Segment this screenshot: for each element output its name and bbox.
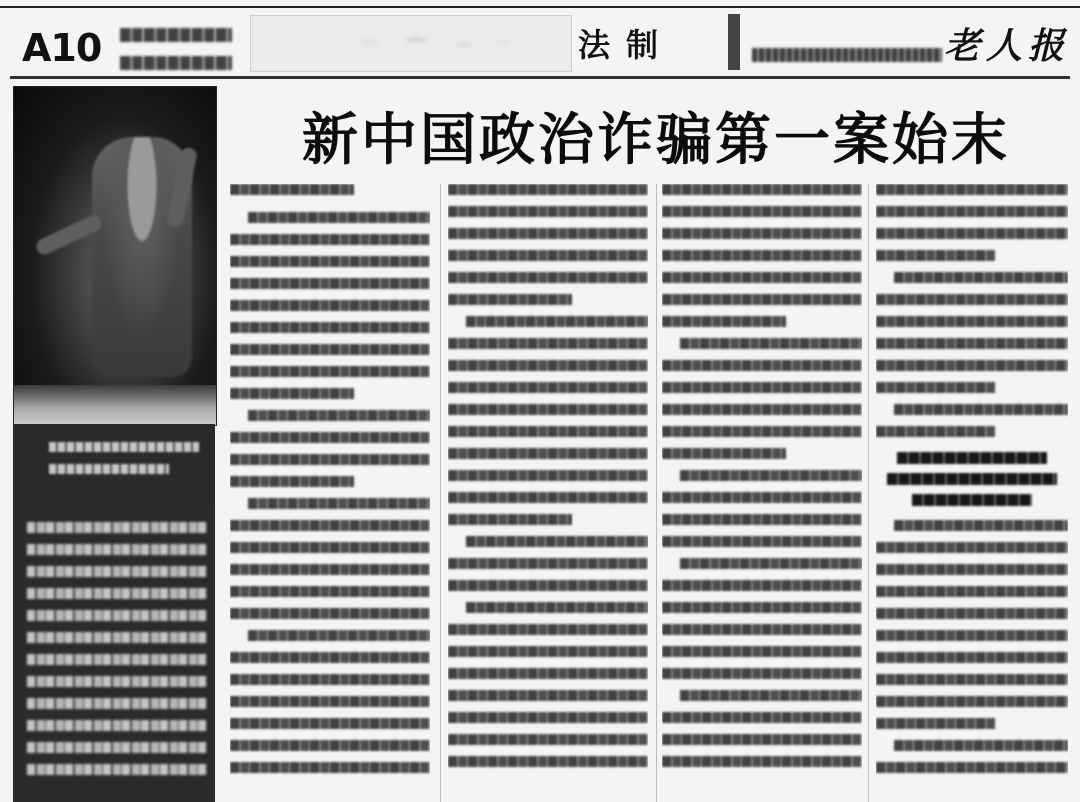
text-line <box>466 316 648 327</box>
text-line <box>894 404 1068 415</box>
text-line <box>876 652 1068 663</box>
text-column-3 <box>662 184 862 802</box>
text-line <box>876 586 1068 597</box>
text-line <box>230 366 430 377</box>
text-line <box>662 316 786 327</box>
text-line <box>894 740 1068 751</box>
sidebar-line <box>27 588 207 599</box>
text-line <box>876 316 1068 327</box>
text-line <box>248 410 430 421</box>
page-number: A10 <box>22 26 102 70</box>
sidebar-line <box>27 610 207 621</box>
text-line <box>230 322 430 333</box>
text-line <box>876 718 995 729</box>
text-line <box>876 382 995 393</box>
paper-logo: 老人报 <box>944 25 1071 67</box>
photo-caption <box>13 424 215 504</box>
article-photo <box>13 86 217 426</box>
text-line <box>662 602 862 613</box>
photo-stage-floor <box>14 385 216 425</box>
text-line <box>448 646 648 657</box>
text-line <box>662 580 862 591</box>
text-line <box>448 580 648 591</box>
text-line <box>662 668 862 679</box>
text-line <box>876 206 1068 217</box>
sidebar-line <box>27 522 207 533</box>
text-line <box>662 250 862 261</box>
sidebar-line <box>27 764 207 775</box>
sidebar-line <box>27 698 207 709</box>
text-line <box>230 520 430 531</box>
text-line <box>876 762 1068 773</box>
text-line <box>876 630 1068 641</box>
section-name: 法制 <box>578 26 675 64</box>
text-line <box>230 300 430 311</box>
text-line <box>680 338 862 349</box>
text-line <box>448 668 648 679</box>
text-line <box>448 250 648 261</box>
text-line <box>448 712 648 723</box>
teaser-line <box>120 56 232 70</box>
text-line <box>230 454 430 465</box>
sidebar-line <box>27 720 207 731</box>
text-line <box>894 520 1068 531</box>
sidebar-line <box>27 742 207 753</box>
text-line <box>680 470 862 481</box>
text-line <box>248 212 430 223</box>
text-line <box>662 272 862 283</box>
teaser-line <box>120 28 232 42</box>
text-line <box>680 558 862 569</box>
sidebar-line <box>27 544 207 555</box>
text-line <box>230 278 430 289</box>
text-line <box>448 514 572 525</box>
text-line <box>876 360 1068 371</box>
text-column-1 <box>230 184 430 802</box>
column-separator <box>868 184 869 802</box>
text-column-2 <box>448 184 648 802</box>
text-line <box>876 294 1068 305</box>
text-line <box>448 624 648 635</box>
text-line <box>230 256 430 267</box>
subheading-line <box>912 494 1032 506</box>
text-line <box>248 498 430 509</box>
text-line <box>230 718 430 729</box>
text-line <box>230 388 354 399</box>
text-line <box>230 674 430 685</box>
text-line <box>448 690 648 701</box>
text-line <box>466 602 648 613</box>
text-line <box>662 624 862 635</box>
text-column-4 <box>876 184 1068 802</box>
text-line <box>230 762 430 773</box>
text-line <box>448 470 648 481</box>
text-line <box>876 696 1068 707</box>
text-line <box>230 476 354 487</box>
text-line <box>662 448 786 459</box>
text-line <box>662 404 862 415</box>
subheading-line <box>887 473 1057 485</box>
text-line <box>248 630 430 641</box>
text-line <box>662 514 862 525</box>
text-line <box>230 740 430 751</box>
text-line <box>448 734 648 745</box>
sidebar-line <box>27 676 207 687</box>
banner-decoration <box>331 30 521 54</box>
text-line <box>876 608 1068 619</box>
text-line <box>662 536 862 547</box>
text-line <box>448 272 648 283</box>
text-line <box>662 382 862 393</box>
text-line <box>448 492 648 503</box>
text-line <box>876 542 1068 553</box>
text-line <box>230 608 430 619</box>
column-separator <box>656 184 657 802</box>
header-divider <box>728 14 740 70</box>
text-line <box>230 586 430 597</box>
sidebar-line <box>27 632 207 643</box>
text-line <box>448 404 648 415</box>
article-subheading <box>876 448 1068 510</box>
text-line <box>448 184 648 195</box>
text-line <box>876 338 1068 349</box>
text-line <box>662 228 862 239</box>
text-line <box>876 228 1068 239</box>
text-line <box>230 344 430 355</box>
text-line <box>680 690 862 701</box>
text-line <box>876 250 995 261</box>
text-line <box>230 542 430 553</box>
text-line <box>894 272 1068 283</box>
column-separator <box>440 184 441 802</box>
text-line <box>662 712 862 723</box>
text-line <box>662 426 862 437</box>
text-line <box>448 206 648 217</box>
text-line <box>448 338 648 349</box>
subheading-line <box>897 452 1047 464</box>
sidebar-line <box>27 654 207 665</box>
text-line <box>448 448 648 459</box>
text-line <box>662 360 862 371</box>
text-line <box>662 734 862 745</box>
text-line <box>876 674 1068 685</box>
text-line <box>448 382 648 393</box>
text-line <box>662 294 862 305</box>
text-line <box>448 294 572 305</box>
text-line <box>662 492 862 503</box>
text-line <box>230 652 430 663</box>
text-line <box>448 360 648 371</box>
section-banner-art <box>250 15 572 72</box>
text-line <box>662 646 862 657</box>
text-line <box>448 756 648 767</box>
text-line <box>662 756 862 767</box>
sidebar-line <box>27 566 207 577</box>
issue-date-line <box>752 48 942 62</box>
text-line <box>876 426 995 437</box>
text-line <box>230 696 430 707</box>
caption-line <box>49 464 169 474</box>
text-line <box>230 432 430 443</box>
article-headline: 新中国政治诈骗第一案始末 <box>302 107 1010 173</box>
header-teaser-text <box>120 28 232 70</box>
text-line <box>876 564 1068 575</box>
text-line <box>448 426 648 437</box>
text-line <box>230 234 430 245</box>
top-rule <box>0 6 1080 8</box>
text-line <box>230 564 430 575</box>
text-line <box>662 184 862 195</box>
caption-line <box>49 442 199 452</box>
byline <box>230 184 354 195</box>
text-line <box>876 184 1068 195</box>
text-line <box>466 536 648 547</box>
text-line <box>448 228 648 239</box>
text-line <box>662 206 862 217</box>
sidebar-box <box>13 504 215 802</box>
text-line <box>448 558 648 569</box>
header-rule <box>10 76 1070 79</box>
